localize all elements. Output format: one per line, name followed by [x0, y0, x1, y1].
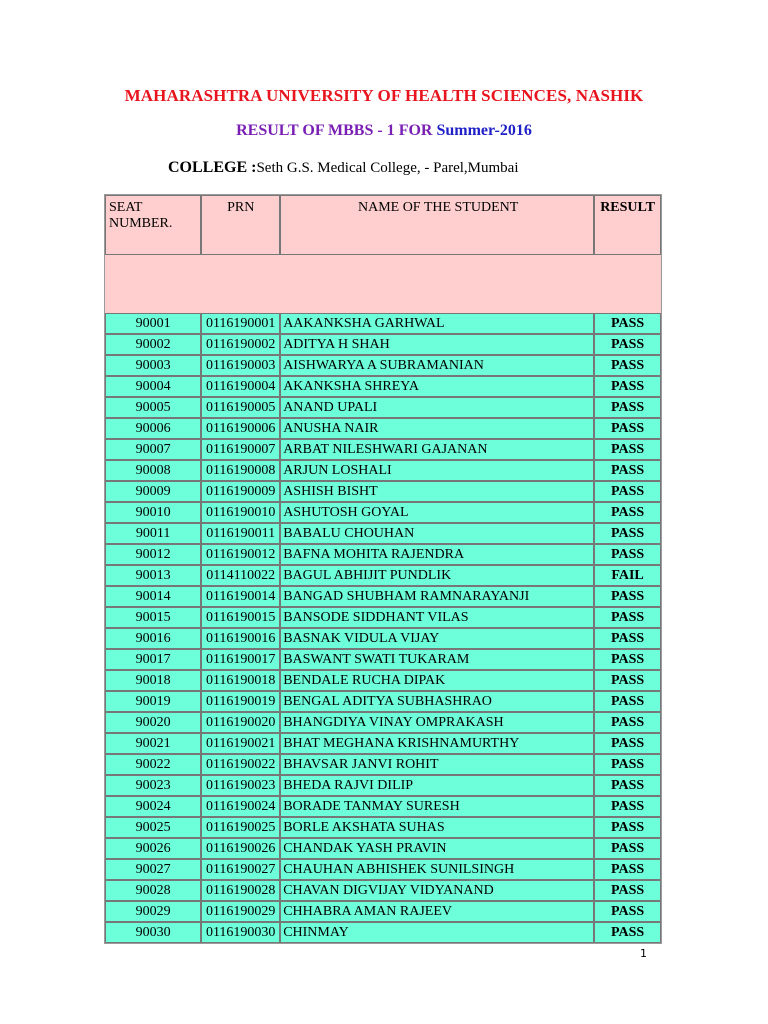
result-cell: PASS: [594, 691, 661, 712]
seat-number-cell: 90009: [105, 481, 201, 502]
prn-cell: 0116190012: [201, 544, 280, 565]
seat-number-cell: 90020: [105, 712, 201, 733]
page-number: 1: [640, 947, 647, 960]
result-cell: PASS: [594, 754, 661, 775]
table-row: [105, 880, 661, 901]
prn-cell: 0116190029: [201, 901, 280, 922]
student-name-cell: BANGAD SHUBHAM RAMNARAYANJI: [280, 586, 594, 607]
student-name-cell: BORADE TANMAY SURESH: [280, 796, 594, 817]
prn-cell: 0116190011: [201, 523, 280, 544]
result-cell: PASS: [594, 355, 661, 376]
result-cell: PASS: [594, 817, 661, 838]
table-row: [105, 628, 661, 649]
result-cell: FAIL: [594, 565, 661, 586]
col-header-name: NAME OF THE STUDENT: [280, 195, 594, 255]
prn-cell: 0116190020: [201, 712, 280, 733]
table-row: [105, 901, 661, 922]
seat-number-cell: 90005: [105, 397, 201, 418]
seat-number-cell: 90026: [105, 838, 201, 859]
table-row: [105, 418, 661, 439]
table-row: [105, 439, 661, 460]
result-subtitle: [0, 122, 768, 140]
table-row: [105, 544, 661, 565]
col-header-seat: SEAT NUMBER.: [105, 195, 201, 255]
prn-cell: 0116190008: [201, 460, 280, 481]
prn-cell: 0116190009: [201, 481, 280, 502]
seat-number-cell: 90003: [105, 355, 201, 376]
table-row: [105, 775, 661, 796]
result-cell: PASS: [594, 523, 661, 544]
result-cell: PASS: [594, 901, 661, 922]
subtitle-exam: RESULT OF MBBS - 1 FOR: [236, 122, 433, 139]
table-row: [105, 607, 661, 628]
prn-cell: 0116190004: [201, 376, 280, 397]
seat-number-cell: 90008: [105, 460, 201, 481]
student-name-cell: CHHABRA AMAN RAJEEV: [280, 901, 594, 922]
prn-cell: 0116190002: [201, 334, 280, 355]
prn-cell: 0114110022: [201, 565, 280, 586]
table-row: [105, 796, 661, 817]
seat-number-cell: 90021: [105, 733, 201, 754]
result-cell: PASS: [594, 838, 661, 859]
table-row: [105, 922, 661, 943]
seat-number-cell: 90018: [105, 670, 201, 691]
seat-number-cell: 90011: [105, 523, 201, 544]
seat-number-cell: 90002: [105, 334, 201, 355]
student-name-cell: BENGAL ADITYA SUBHASHRAO: [280, 691, 594, 712]
result-cell: PASS: [594, 586, 661, 607]
result-cell: PASS: [594, 418, 661, 439]
student-name-cell: BENDALE RUCHA DIPAK: [280, 670, 594, 691]
table-row: [105, 838, 661, 859]
prn-cell: 0116190030: [201, 922, 280, 943]
result-cell: PASS: [594, 376, 661, 397]
prn-cell: 0116190014: [201, 586, 280, 607]
table-row: [105, 586, 661, 607]
prn-cell: 0116190016: [201, 628, 280, 649]
result-cell: PASS: [594, 712, 661, 733]
seat-number-cell: 90019: [105, 691, 201, 712]
result-cell: PASS: [594, 544, 661, 565]
result-cell: PASS: [594, 922, 661, 943]
student-name-cell: BHAVSAR JANVI ROHIT: [280, 754, 594, 775]
table-row: [105, 397, 661, 418]
seat-number-cell: 90017: [105, 649, 201, 670]
result-cell: PASS: [594, 859, 661, 880]
college-name: Seth G.S. Medical College, - Parel,Mumbai: [256, 160, 519, 176]
result-cell: PASS: [594, 313, 661, 334]
student-name-cell: ASHUTOSH GOYAL: [280, 502, 594, 523]
table-row: [105, 565, 661, 586]
result-cell: PASS: [594, 670, 661, 691]
table-row: [105, 733, 661, 754]
student-name-cell: ANUSHA NAIR: [280, 418, 594, 439]
table-row: [105, 355, 661, 376]
student-name-cell: ARJUN LOSHALI: [280, 460, 594, 481]
student-name-cell: BHAT MEGHANA KRISHNAMURTHY: [280, 733, 594, 754]
prn-cell: 0116190010: [201, 502, 280, 523]
college-label: COLLEGE :: [168, 159, 257, 176]
seat-number-cell: 90010: [105, 502, 201, 523]
seat-number-cell: 90030: [105, 922, 201, 943]
prn-cell: 0116190017: [201, 649, 280, 670]
student-name-cell: BASNAK VIDULA VIJAY: [280, 628, 594, 649]
student-name-cell: CHAUHAN ABHISHEK SUNILSINGH: [280, 859, 594, 880]
table-row: [105, 376, 661, 397]
student-name-cell: ARBAT NILESHWARI GAJANAN: [280, 439, 594, 460]
student-name-cell: BABALU CHOUHAN: [280, 523, 594, 544]
results-table: [104, 194, 662, 944]
result-cell: PASS: [594, 733, 661, 754]
table-row: [105, 523, 661, 544]
seat-number-cell: 90016: [105, 628, 201, 649]
student-name-cell: ANAND UPALI: [280, 397, 594, 418]
student-name-cell: AKANKSHA SHREYA: [280, 376, 594, 397]
table-row: [105, 502, 661, 523]
result-cell: PASS: [594, 628, 661, 649]
seat-number-cell: 90012: [105, 544, 201, 565]
table-row: [105, 334, 661, 355]
prn-cell: 0116190028: [201, 880, 280, 901]
col-header-prn: PRN: [201, 195, 280, 255]
spacer-cell: [105, 255, 661, 313]
table-header-row: [105, 195, 661, 255]
result-cell: PASS: [594, 880, 661, 901]
prn-cell: 0116190026: [201, 838, 280, 859]
result-cell: PASS: [594, 397, 661, 418]
table-row: [105, 481, 661, 502]
seat-number-cell: 90027: [105, 859, 201, 880]
prn-cell: 0116190001: [201, 313, 280, 334]
college-line: [168, 159, 519, 177]
result-cell: PASS: [594, 481, 661, 502]
seat-number-cell: 90029: [105, 901, 201, 922]
result-cell: PASS: [594, 607, 661, 628]
prn-cell: 0116190024: [201, 796, 280, 817]
student-name-cell: BHANGDIYA VINAY OMPRAKASH: [280, 712, 594, 733]
prn-cell: 0116190005: [201, 397, 280, 418]
table-row: [105, 712, 661, 733]
header-spacer: [105, 255, 661, 313]
student-name-cell: BORLE AKSHATA SUHAS: [280, 817, 594, 838]
table-row: [105, 649, 661, 670]
seat-number-cell: 90014: [105, 586, 201, 607]
prn-cell: 0116190015: [201, 607, 280, 628]
result-cell: PASS: [594, 334, 661, 355]
seat-number-cell: 90006: [105, 418, 201, 439]
seat-number-cell: 90028: [105, 880, 201, 901]
seat-number-cell: 90007: [105, 439, 201, 460]
prn-cell: 0116190019: [201, 691, 280, 712]
prn-cell: 0116190025: [201, 817, 280, 838]
seat-number-cell: 90024: [105, 796, 201, 817]
result-cell: PASS: [594, 460, 661, 481]
table-row: [105, 460, 661, 481]
student-name-cell: BANSODE SIDDHANT VILAS: [280, 607, 594, 628]
table-row: [105, 313, 661, 334]
student-name-cell: BAGUL ABHIJIT PUNDLIK: [280, 565, 594, 586]
table-row: [105, 670, 661, 691]
student-name-cell: CHAVAN DIGVIJAY VIDYANAND: [280, 880, 594, 901]
prn-cell: 0116190003: [201, 355, 280, 376]
student-name-cell: BHEDA RAJVI DILIP: [280, 775, 594, 796]
result-cell: PASS: [594, 439, 661, 460]
col-header-result: RESULT: [594, 195, 661, 255]
prn-cell: 0116190021: [201, 733, 280, 754]
subtitle-session: Summer-2016: [432, 122, 532, 139]
seat-number-cell: 90004: [105, 376, 201, 397]
table-row: [105, 754, 661, 775]
prn-cell: 0116190007: [201, 439, 280, 460]
table-row: [105, 817, 661, 838]
result-cell: PASS: [594, 775, 661, 796]
prn-cell: 0116190027: [201, 859, 280, 880]
prn-cell: 0116190023: [201, 775, 280, 796]
result-cell: PASS: [594, 796, 661, 817]
prn-cell: 0116190022: [201, 754, 280, 775]
result-cell: PASS: [594, 502, 661, 523]
seat-number-cell: 90023: [105, 775, 201, 796]
seat-number-cell: 90022: [105, 754, 201, 775]
student-name-cell: BASWANT SWATI TUKARAM: [280, 649, 594, 670]
student-name-cell: AISHWARYA A SUBRAMANIAN: [280, 355, 594, 376]
university-title: MAHARASHTRA UNIVERSITY OF HEALTH SCIENCES, NASHIK: [124, 86, 644, 105]
student-name-cell: ADITYA H SHAH: [280, 334, 594, 355]
seat-number-cell: 90025: [105, 817, 201, 838]
prn-cell: 0116190018: [201, 670, 280, 691]
student-name-cell: ASHISH BISHT: [280, 481, 594, 502]
seat-number-cell: 90001: [105, 313, 201, 334]
table-body: [105, 313, 661, 943]
student-name-cell: CHINMAY: [280, 922, 594, 943]
student-name-cell: CHANDAK YASH PRAVIN: [280, 838, 594, 859]
student-name-cell: AAKANKSHA GARHWAL: [280, 313, 594, 334]
student-name-cell: BAFNA MOHITA RAJENDRA: [280, 544, 594, 565]
seat-number-cell: 90015: [105, 607, 201, 628]
table-row: [105, 691, 661, 712]
result-cell: PASS: [594, 649, 661, 670]
table-row: [105, 859, 661, 880]
prn-cell: 0116190006: [201, 418, 280, 439]
seat-number-cell: 90013: [105, 565, 201, 586]
